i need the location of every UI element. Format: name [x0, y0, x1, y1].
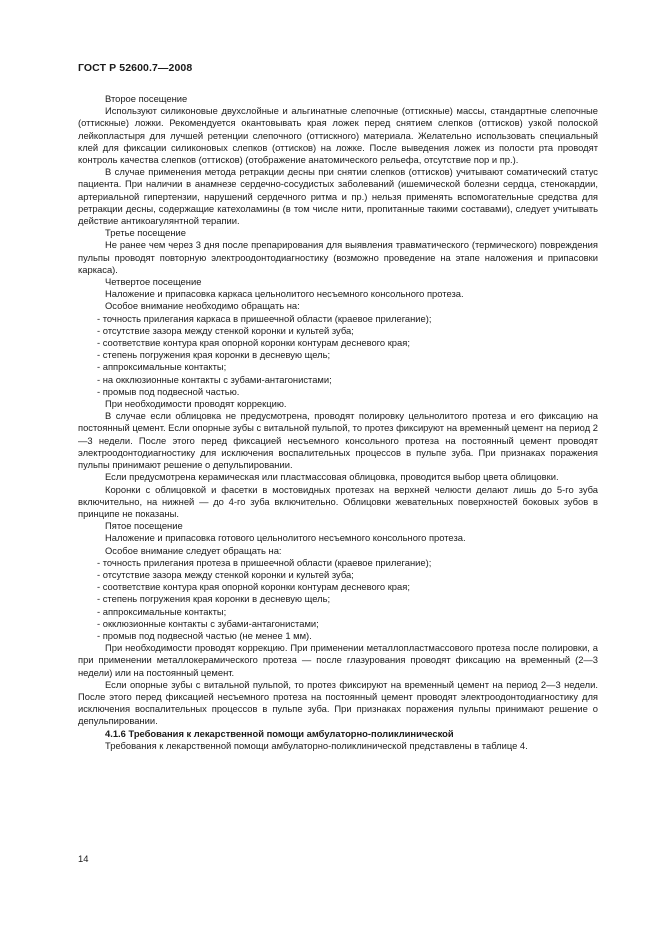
- list-item: - промыв под подвесной частью.: [78, 386, 598, 398]
- list-item: - отсутствие зазора между стенкой коронки и культей зуба;: [78, 569, 598, 581]
- section-heading: 4.1.6 Требования к лекарственной помощи амбулаторно-поликлинической: [105, 727, 454, 739]
- list-item: - отсутствие зазора между стенкой коронки и культей зуба;: [78, 325, 598, 337]
- visit-3-title: Третье посещение: [105, 227, 186, 239]
- list-item: - степень погружения края коронки в десневую щель;: [78, 593, 598, 605]
- paragraph: В случае применения метода ретракции десны при снятии слепков (оттисков) учитывают соматический статус пациента. При наличии в анамнезе сердечно-сосудистых заболеваний (ишемической болезни сердца, стенокардии, артериальной гипертензии, нарушений сердечного ритма и пр.) нельзя применять вспомогательные средства для ретракции десны, содержащие катехоламины (в том числе нити, пропитанные такими составами), следует учитывать действие антикоагулянтной терапии.: [78, 166, 598, 227]
- list-item: - соответствие контура края опорной коронки контурам десневого края;: [78, 581, 598, 593]
- visit-5-title: Пятое посещение: [105, 520, 183, 532]
- list-item: - аппроксимальные контакты;: [78, 361, 598, 373]
- paragraph: Особое внимание необходимо обращать на:: [105, 300, 300, 312]
- visit-4-title: Четвертое посещение: [105, 276, 202, 288]
- paragraph: При необходимости проводят коррекцию. При применении металлопластмассового протеза после полировки, а при применении металлокерамического протеза — после глазурования проводят фиксацию на временный (2—3 недели) или на постоянный цемент.: [78, 642, 598, 678]
- paragraph: Требования к лекарственной помощи амбулаторно-поликлинической представлены в таблице 4.: [105, 739, 528, 751]
- paragraph: Если предусмотрена керамическая или пластмассовая облицовка, проводится выбор цвета облицовки.: [105, 471, 559, 483]
- list-item: - степень погружения края коронки в десневую щель;: [78, 349, 598, 361]
- paragraph: При необходимости проводят коррекцию.: [105, 398, 287, 410]
- paragraph: Не ранее чем через 3 дня после препарирования для выявления травматического (термического) повреждения пульпы проводят повторную электроодонтодиагностику (возможно проведение на этапе наложения и припасовки каркаса).: [78, 239, 598, 275]
- list-item: - аппроксимальные контакты;: [78, 606, 598, 618]
- paragraph: В случае если облицовка не предусмотрена, проводят полировку цельнолитого протеза и его фиксацию на постоянный цемент. Если опорные зубы с витальной пульпой, то протез фиксируют на временный цемент на период 2—3 недели. После этого перед фиксацией несъемного консольного протеза на постоянный цемент проводят электроодонтодиагностику для исключения воспалительных процессов в пульпе зуба. При признаках поражения пульпы принимают решение о депульпировании.: [78, 410, 598, 471]
- page-number: 14: [78, 853, 89, 864]
- document-body: [78, 93, 598, 752]
- list-item: - точность прилегания каркаса в пришеечной области (краевое прилегание);: [78, 313, 598, 325]
- visit-4-checklist: [78, 313, 598, 398]
- list-item: - окклюзионные контакты с зубами-антагонистами;: [78, 618, 598, 630]
- paragraph: Если опорные зубы с витальной пульпой, то протез фиксируют на временный цемент на период 2—3 недели. После этого перед фиксацией несъемного протеза на постоянный цемент проводят электроодонтодиагностику для исключения воспалительных процессов в пульпе зуба. При признаках поражения пульпы принимают решение о депульпировании.: [78, 678, 598, 727]
- paragraph: Наложение и припасовка готового цельнолитого несъемного консольного протеза.: [105, 532, 466, 544]
- document-code-header: ГОСТ Р 52600.7—2008: [78, 62, 193, 74]
- visit-5-checklist: [78, 557, 598, 642]
- paragraph: Наложение и припасовка каркаса цельнолитого несъемного консольного протеза.: [105, 288, 464, 300]
- paragraph: Коронки с облицовкой и фасетки в мостовидных протезах на верхней челюсти делают лишь до 5-го зуба включительно, на нижней — до 4-го зуба включительно. Облицовки жевательных поверхностей боковых зубов в принципе не показаны.: [78, 483, 598, 519]
- paragraph: Особое внимание следует обращать на:: [105, 544, 282, 556]
- list-item: - на окклюзионные контакты с зубами-антагонистами;: [78, 374, 598, 386]
- list-item: - соответствие контура края опорной коронки контурам десневого края;: [78, 337, 598, 349]
- paragraph: Используют силиконовые двухслойные и альгинатные слепочные (оттискные) массы, стандартные слепочные (оттискные) ложки. Рекомендуется окантовывать края ложек перед снятием слепков (оттисков) узкой полоской лейкопластыря для лучшей ретенции слепочного (оттискного) материала. Желательно использовать специальный клей для фиксации силиконовых слепков (оттисков) на ложке. После выведения ложек из полости рта проводят контроль качества слепков (оттисков) (отображение анатомического рельефа, отсутствие пор и пр.).: [78, 105, 598, 166]
- list-item: - промыв под подвесной частью (не менее 1 мм).: [78, 630, 598, 642]
- visit-2-title: Второе посещение: [105, 93, 188, 104]
- list-item: - точность прилегания протеза в пришеечной области (краевое прилегание);: [78, 557, 598, 569]
